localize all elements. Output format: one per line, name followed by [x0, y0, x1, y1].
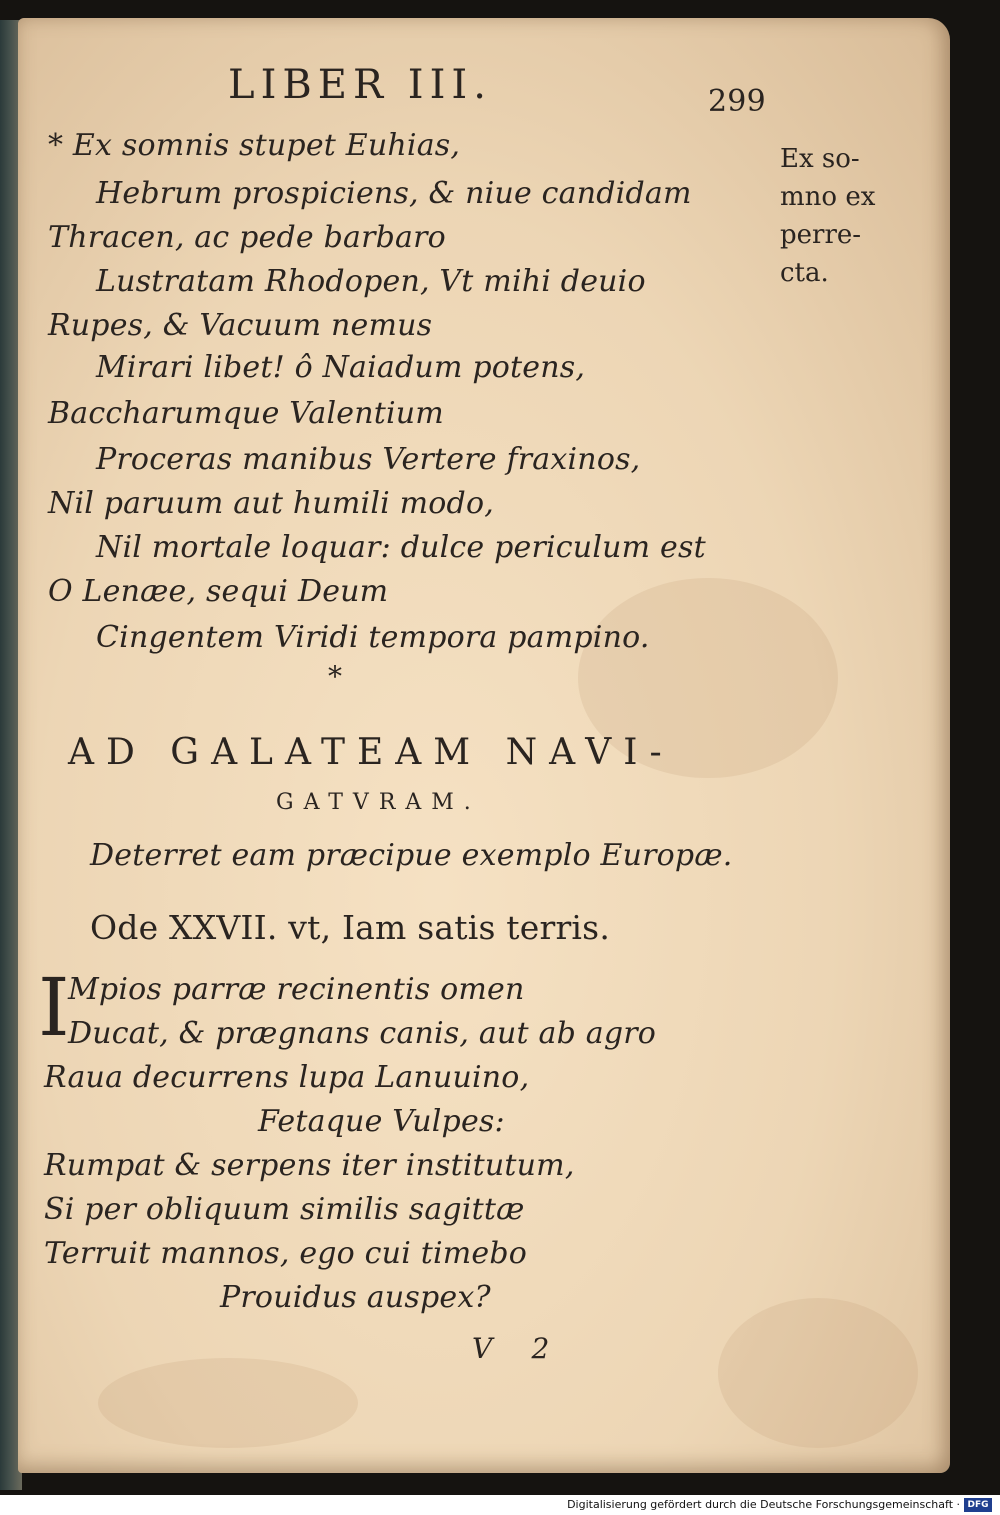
page-stain [718, 1298, 918, 1448]
margin-note-line: cta. [780, 258, 829, 288]
verse-line: Baccharumque Valentium [48, 396, 444, 431]
running-head: LIBER III. [228, 62, 492, 108]
verse-line: Proceras manibus Vertere fraxinos, [96, 442, 641, 477]
verse-line: Terruit mannos, ego cui timebo [44, 1236, 528, 1271]
margin-note-line: Ex so- [780, 144, 860, 174]
verse-line: Prouidus auspex? [220, 1280, 491, 1315]
verse-line: Nil mortale loquar: dulce periculum est [96, 530, 706, 565]
signature-mark: V 2 [472, 1332, 550, 1365]
dfg-logo-icon: DFG [964, 1498, 992, 1512]
ode-label: Ode XXVII. vt, Iam satis terris. [90, 908, 611, 947]
page-stain [98, 1358, 358, 1448]
verse-line: Ducat, & prægnans canis, aut ab agro [68, 1016, 657, 1051]
asterisk-separator: * [328, 660, 343, 693]
digitization-footer [0, 1495, 1000, 1515]
verse-line: Fetaque Vulpes: [258, 1104, 505, 1139]
verse-line: Raua decurrens lupa Lanuuino, [44, 1060, 530, 1095]
verse-line: Cingentem Viridi tempora pampino. [96, 620, 650, 655]
margin-note-line: perre- [780, 220, 862, 250]
argument-line: Deterret eam præcipue exemplo Europæ. [90, 838, 733, 873]
verse-line: Rumpat & serpens iter institutum, [44, 1148, 575, 1183]
verse-line: Rupes, & Vacuum nemus [48, 308, 433, 343]
section-title: AD GALATEAM NAVI- [68, 732, 674, 773]
verse-line: Hebrum prospiciens, & niue candidam [96, 176, 692, 211]
verse-line: O Lenæe, sequi Deum [48, 574, 389, 609]
verse-line: Mpios parræ recinentis omen [68, 972, 525, 1007]
margin-note [780, 140, 900, 292]
verse-line: * Ex somnis stupet Euhias, [48, 128, 461, 163]
footer-credit: Digitalisierung gefördert durch die Deutsche Forschungsgemeinschaft · [567, 1498, 960, 1511]
verse-line: Si per obliquum similis sagittæ [44, 1192, 525, 1227]
verse-line: Nil paruum aut humili modo, [48, 486, 494, 521]
page-number: 299 [708, 84, 766, 119]
verse-line: Thracen, ac pede barbaro [48, 220, 446, 255]
margin-note-line: mno ex [780, 182, 876, 212]
section-title-continued: GATVRAM. [276, 790, 481, 815]
verse-line: Lustratam Rhodopen, Vt mihi deuio [96, 264, 646, 299]
verse-line: Mirari libet! ô Naiadum potens, [96, 350, 586, 385]
drop-capital: I [38, 961, 70, 1054]
